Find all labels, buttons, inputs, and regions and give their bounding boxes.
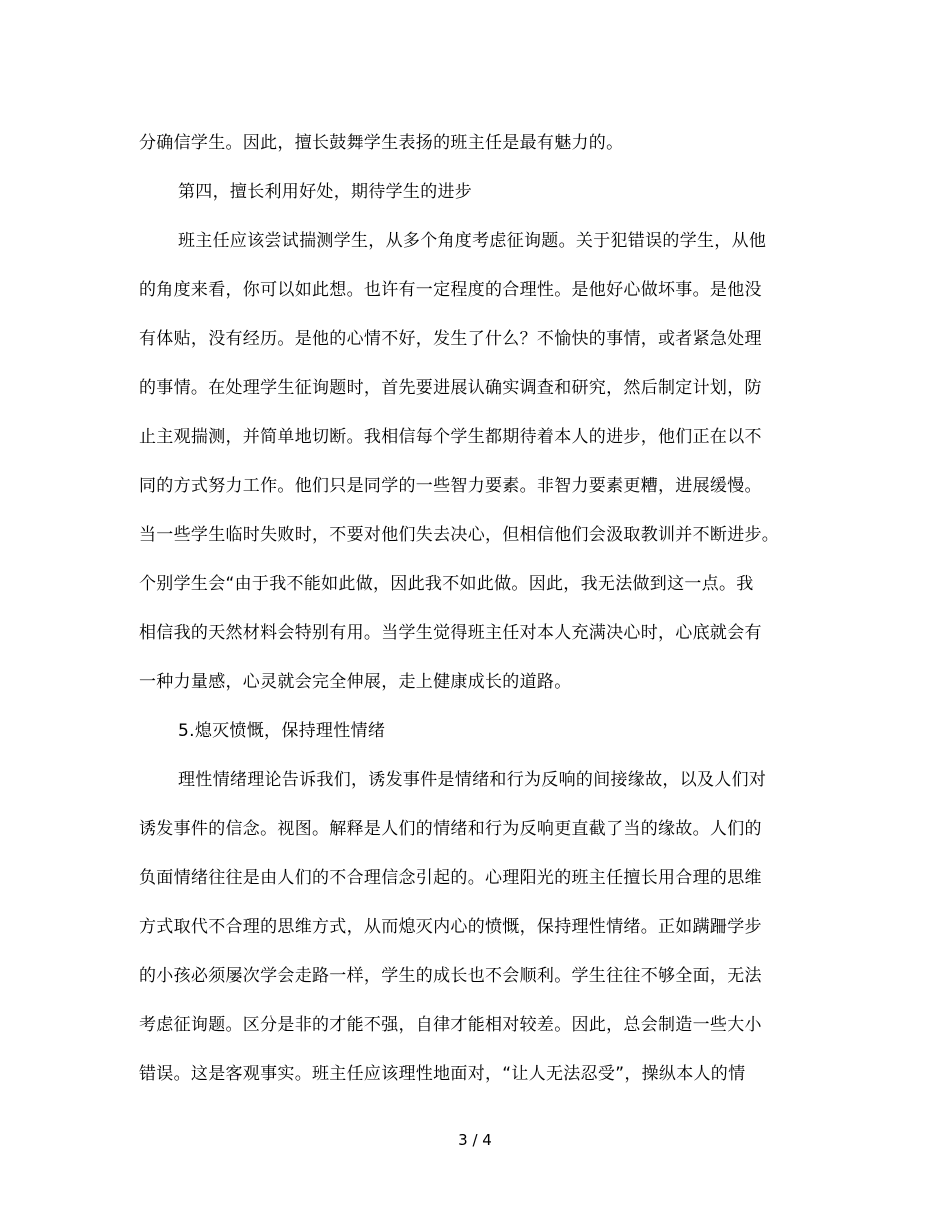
text-line: 错误。这是客观事实。班主任应该理性地面对，“让人无法忍受”，操纵本人的情 bbox=[139, 1064, 746, 1084]
text-line: 诱发事件的信念。视图。解释是人们的情绪和行为反响更直截了当的缘故。人们的 bbox=[139, 819, 762, 839]
section-heading: 第四，擅长利用好处，期待学生的进步 bbox=[178, 182, 473, 202]
text-line: 相信我的天然材料会特别有用。当学生觉得班主任对本人充满决心时，心底就会有 bbox=[139, 623, 762, 643]
text-line: 有体贴，没有经历。是他的心情不好，发生了什么？不愉快的事情，或者紧急处理 bbox=[139, 329, 762, 349]
page-number: 3 / 4 bbox=[458, 1131, 492, 1149]
text-line: 的事情。在处理学生征询题时，首先要进展认确实调查和研究，然后制定计划，防 bbox=[139, 378, 762, 398]
section-heading: 5.熄灭愤慨，保持理性情绪 bbox=[178, 721, 386, 741]
text-line: 个别学生会“由于我不能如此做，因此我不如此做。因此，我无法做到这一点。我 bbox=[139, 574, 754, 594]
text-line: 止主观揣测，并简单地切断。我相信每个学生都期待着本人的进步，他们正在以不 bbox=[139, 427, 762, 447]
text-line: 当一些学生临时失败时，不要对他们失去决心，但相信他们会汲取教训并不断进步。 bbox=[139, 525, 780, 545]
text-line: 负面情绪往往是由人们的不合理信念引起的。心理阳光的班主任擅长用合理的思维 bbox=[139, 868, 762, 888]
text-line: 同的方式努力工作。他们只是同学的一些智力要素。非智力要素更糟，进展缓慢。 bbox=[139, 476, 762, 496]
text-line: 考虑征询题。区分是非的才能不强，自律才能相对较差。因此，总会制造一些大小 bbox=[139, 1015, 762, 1035]
text-line: 一种力量感，心灵就会完全伸展，走上健康成长的道路。 bbox=[139, 672, 572, 692]
text-line: 方式取代不合理的思维方式，从而熄灭内心的愤慨，保持理性情绪。正如蹒跚学步 bbox=[139, 917, 762, 937]
text-line: 班主任应该尝试揣测学生，从多个角度考虑征询题。关于犯错误的学生，从他 bbox=[178, 231, 767, 251]
text-line: 的角度来看，你可以如此想。也许有一定程度的合理性。是他好心做坏事。是他没 bbox=[139, 280, 762, 300]
text-line: 分确信学生。因此，擅长鼓舞学生表扬的班主任是最有魅力的。 bbox=[139, 133, 624, 153]
text-line: 理性情绪理论告诉我们，诱发事件是情绪和行为反响的间接缘故，以及人们对 bbox=[178, 770, 767, 790]
text-line: 的小孩必须屡次学会走路一样，学生的成长也不会顺利。学生往往不够全面，无法 bbox=[139, 966, 762, 986]
